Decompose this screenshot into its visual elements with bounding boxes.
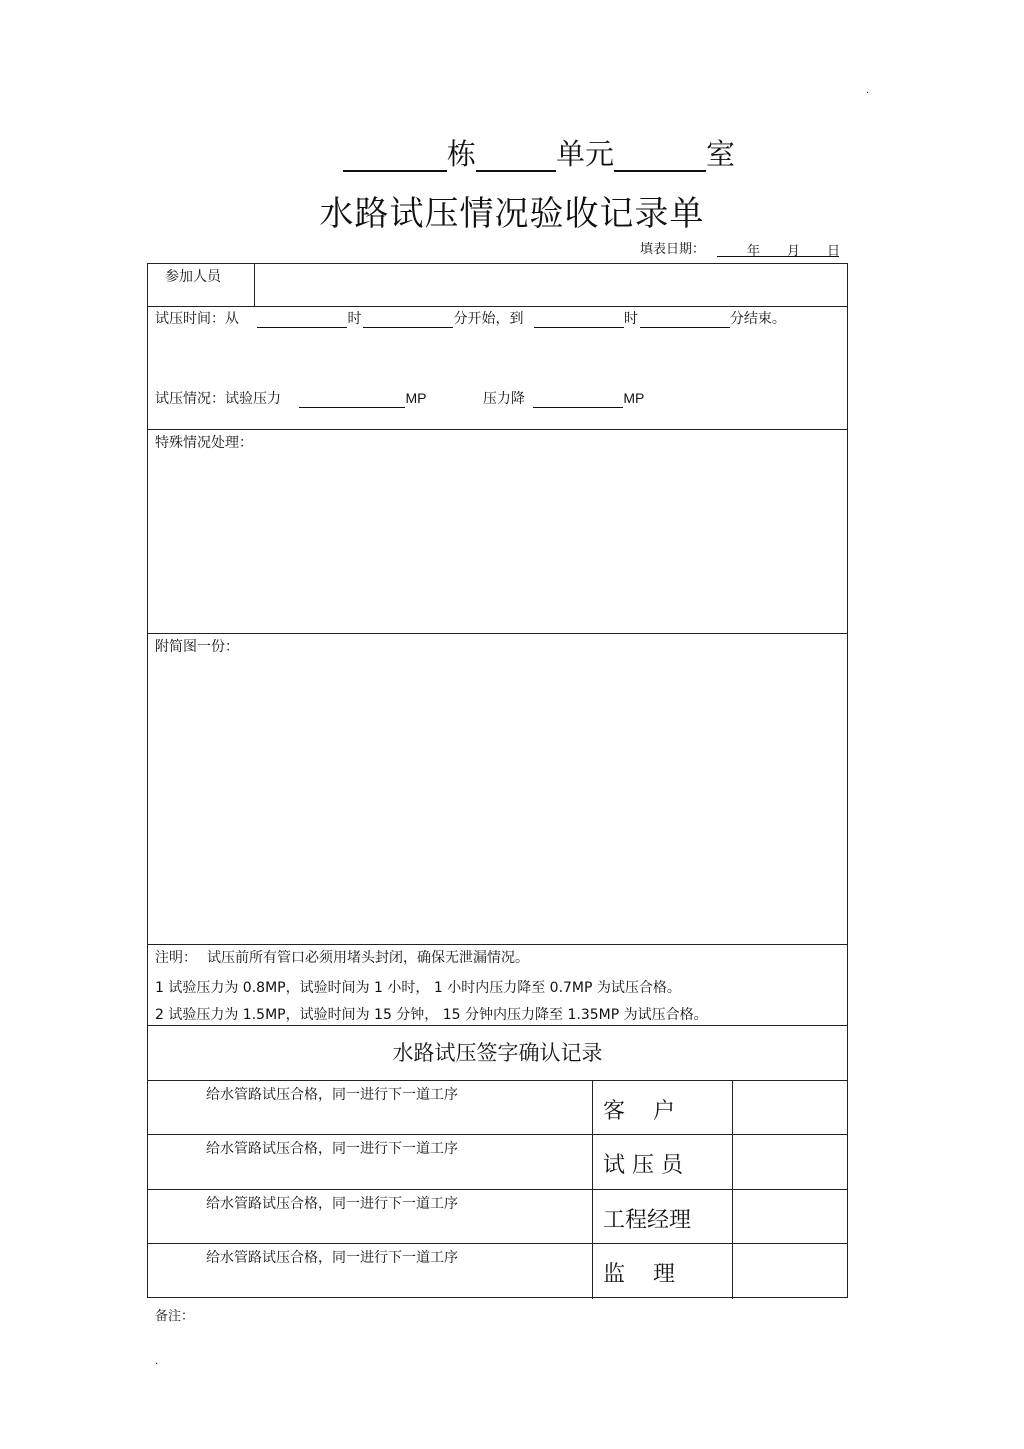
signature-field[interactable] — [736, 1191, 844, 1241]
participants-field[interactable] — [256, 264, 846, 305]
date-blank[interactable] — [717, 240, 839, 257]
notes-text-1: 试压前所有管口必须用堵头封闭，确保无泄漏情况。 — [207, 950, 529, 966]
signature-field[interactable] — [736, 1136, 844, 1186]
sketch-label: 附简图一份： — [155, 639, 239, 655]
notes-line-1 — [155, 947, 529, 967]
document-title: 水路试压情况验收记录单 — [319, 194, 705, 234]
signature-field[interactable] — [736, 1245, 844, 1295]
row-divider-1 — [148, 306, 847, 307]
corner-dot-bottom: . — [155, 1356, 159, 1367]
pressure-drop-label: 压力降 — [482, 391, 525, 407]
pressure-drop-unit: MP — [623, 390, 645, 406]
date-day: 日 — [827, 244, 841, 259]
sign-role: 试 压 员 — [603, 1153, 683, 1178]
row-divider-4 — [148, 944, 847, 945]
building-label: 栋 — [447, 137, 477, 171]
participants-label: 参加人员 — [165, 269, 221, 285]
room-label: 室 — [706, 137, 736, 171]
date-month: 月 — [787, 244, 801, 259]
sign-row-divider-3 — [148, 1243, 847, 1244]
row-divider-6 — [148, 1080, 847, 1081]
date-label: 填表日期： — [640, 242, 706, 257]
date-year: 年 — [747, 244, 761, 259]
row-divider-3 — [148, 633, 847, 634]
sign-role: 监 理 — [603, 1262, 675, 1287]
test-time-line — [155, 308, 786, 328]
start-minute-blank[interactable] — [363, 311, 453, 328]
test-status-line — [155, 388, 644, 408]
start-hour-blank[interactable] — [257, 311, 347, 328]
building-blank[interactable] — [343, 144, 447, 172]
sign-row-text: 给水管路试压合格，同一进行下一道工序 — [206, 1196, 458, 1212]
notes-prefix: 注明： — [155, 950, 197, 966]
sign-row-divider-1 — [148, 1134, 847, 1135]
room-blank[interactable] — [614, 144, 706, 172]
sketch-field[interactable] — [148, 658, 846, 942]
row-divider-5 — [148, 1025, 847, 1026]
sign-role: 客 户 — [603, 1099, 675, 1124]
row-divider-2 — [148, 429, 847, 430]
remark-label: 备注： — [155, 1309, 195, 1324]
test-time-hour2: 时 — [623, 311, 638, 327]
sign-section-title: 水路试压签字确认记录 — [392, 1041, 603, 1065]
test-pressure-unit: MP — [405, 390, 427, 406]
date-row — [640, 238, 839, 257]
test-time-end: 分结束。 — [729, 311, 786, 327]
test-status-prefix: 试压情况：试验压力 — [155, 391, 281, 407]
test-time-start: 分开始，到 — [453, 311, 524, 327]
test-pressure-blank[interactable] — [299, 391, 405, 408]
test-time-prefix: 试压时间：从 — [155, 311, 239, 327]
sign-row-divider-2 — [148, 1189, 847, 1190]
participants-divider — [254, 264, 255, 306]
end-hour-blank[interactable] — [534, 311, 624, 328]
end-minute-blank[interactable] — [640, 311, 730, 328]
sign-row-text: 给水管路试压合格，同一进行下一道工序 — [206, 1250, 458, 1266]
sign-row-text: 给水管路试压合格，同一进行下一道工序 — [206, 1141, 458, 1157]
sign-role: 工程经理 — [603, 1208, 692, 1233]
corner-dot-top: . — [866, 85, 870, 96]
sign-row-text: 给水管路试压合格，同一进行下一道工序 — [206, 1087, 458, 1103]
special-field[interactable] — [148, 454, 846, 632]
signature-field[interactable] — [736, 1082, 844, 1132]
notes-line-2: 1 试验压力为 0.8MP，试验时间为 1 小时， 1 小时内压力降至 0.7MP 为试压合格。 — [155, 980, 681, 996]
unit-label: 单元 — [556, 137, 615, 171]
special-label: 特殊情况处理： — [155, 435, 253, 451]
test-time-hour1: 时 — [347, 311, 362, 327]
unit-blank[interactable] — [476, 144, 556, 172]
record-table — [147, 263, 848, 1298]
notes-line-3: 2 试验压力为 1.5MP，试验时间为 15 分钟， 15 分钟内压力降至 1.35MP 为试压合格。 — [155, 1007, 708, 1023]
address-line — [343, 136, 735, 172]
pressure-drop-blank[interactable] — [533, 391, 623, 408]
